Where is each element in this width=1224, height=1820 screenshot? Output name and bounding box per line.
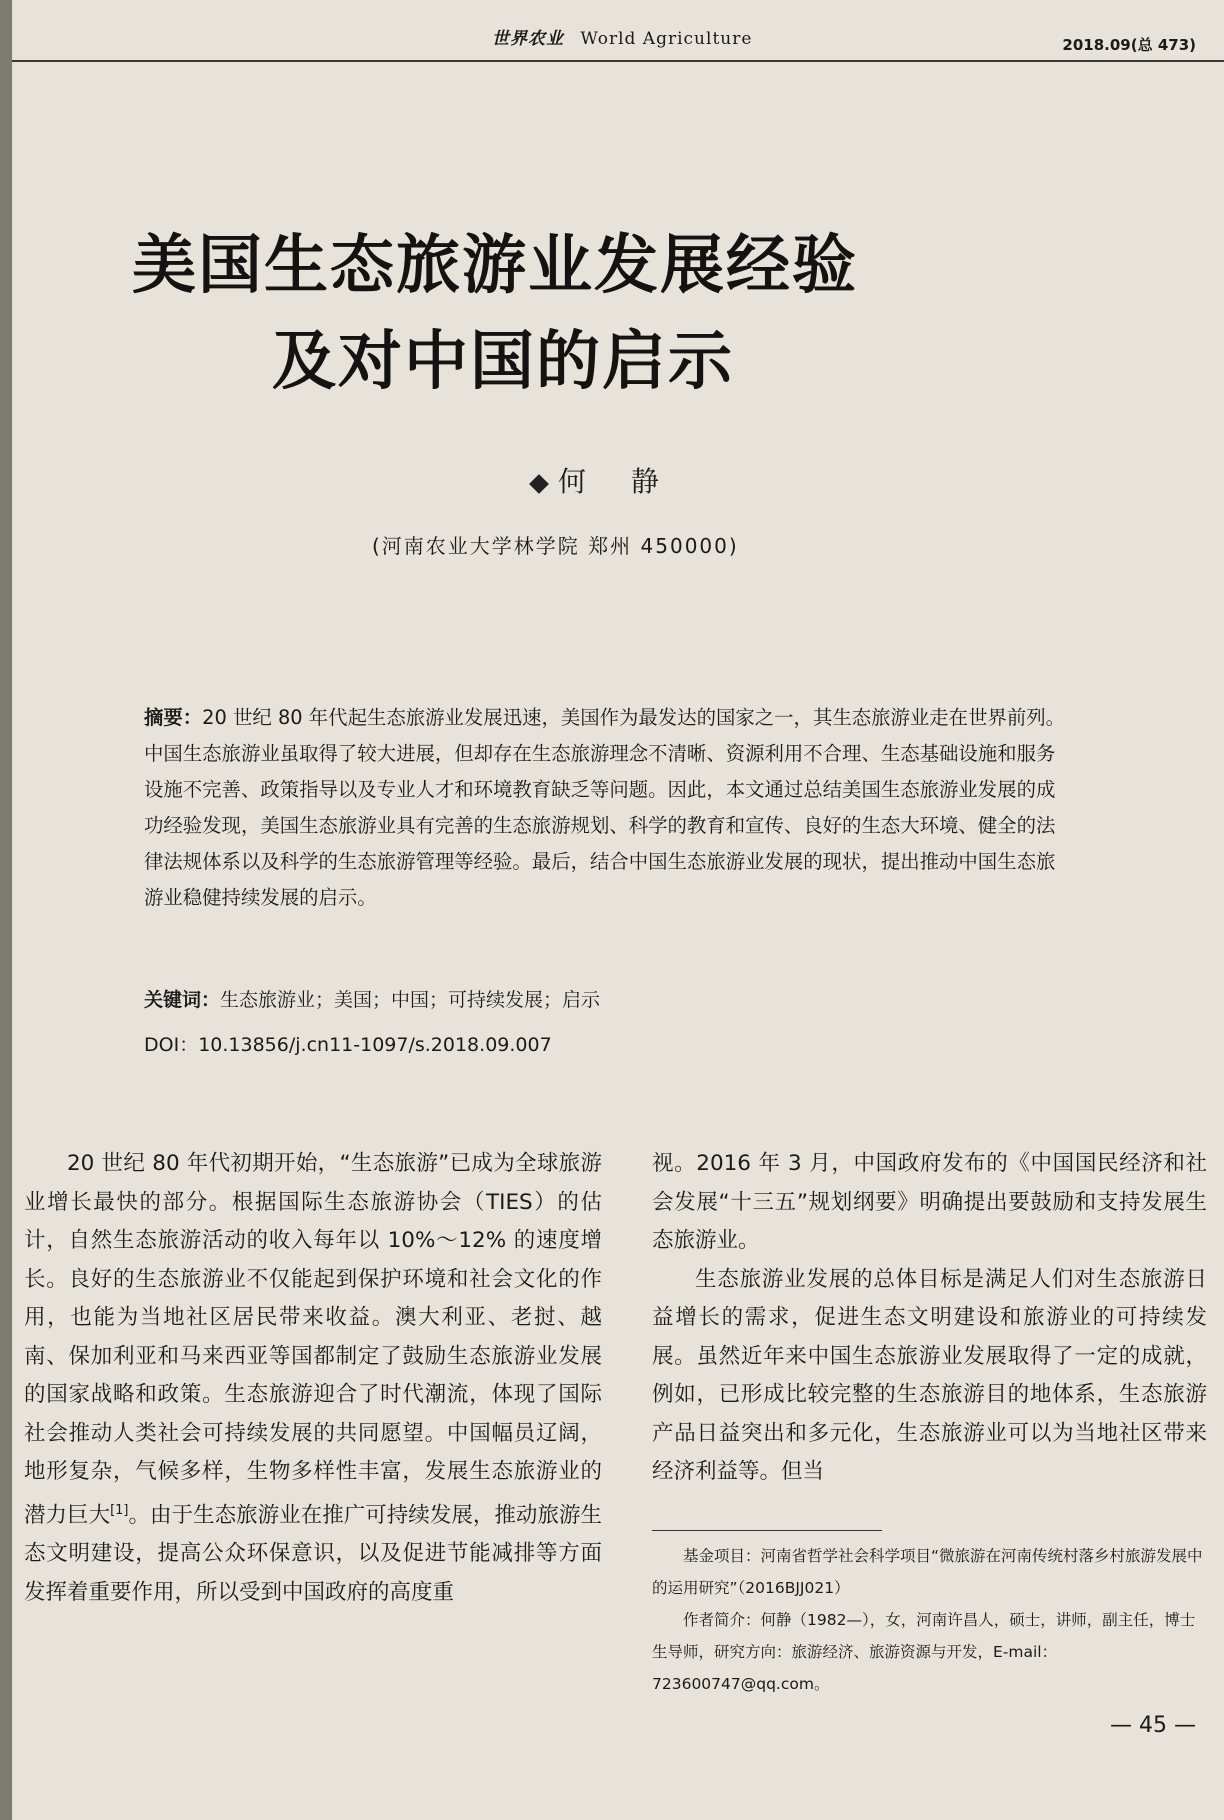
abstract-text: 20 世纪 80 年代起生态旅游业发展迅速，美国作为最发达的国家之一，其生态旅游业走在世界前列。中国生态旅游业虽取得了较大进展，但却存在生态旅游理念不清晰、资源利用不合理、生态基础设施和服务设施不完善、政策指导以及专业人才和环境教育缺乏等问题。因此，本文通过总结美国生态旅游业发展的成功经验发现，美国生态旅游业具有完善的生态旅游规划、科学的教育和宣传、良好的生态大环境、健全的法律法规体系以及科学的生态旅游管理等经验。最后，结合中国生态旅游业发展的现状，提出推动中国生态旅游业稳健持续发展的启示。: [144, 706, 1066, 909]
header-rule: [12, 60, 1224, 62]
abstract: [144, 700, 1074, 916]
body-column-left: [24, 1145, 602, 1612]
footnote-author-bio: 作者简介：何静（1982—），女，河南许昌人，硕士，讲师，副主任，博士生导师，研究方向：旅游经济、旅游资源与开发，E-mail：723600747@qq.com。: [652, 1611, 1196, 1693]
body-column-right: [652, 1145, 1207, 1492]
body-paragraph: [24, 1145, 602, 1612]
footnote-fund: 基金项目：河南省哲学社会科学项目“微旅游在河南传统村落乡村旅游发展中的运用研究”（2016BJJ021）: [652, 1547, 1203, 1597]
journal-page: [12, 0, 1224, 1820]
citation: [1]: [110, 1502, 129, 1518]
author-name: 何 静: [558, 465, 677, 498]
magazine-name-cn: 世界农业: [492, 29, 564, 49]
title-line-2: 及对中国的启示: [272, 325, 734, 399]
body-paragraph: 视。2016 年 3 月，中国政府发布的《中国国民经济和社会发展“十三五”规划纲要》明确提出要鼓励和支持发展生态旅游业。: [652, 1151, 1207, 1253]
keywords-label: 关键词：: [144, 989, 221, 1011]
article-title: [132, 218, 1072, 410]
doi-text: 10.13856/j.cn11-1097/s.2018.09.007: [198, 1034, 552, 1056]
body-text: 20 世纪 80 年代初期开始，“生态旅游”已成为全球旅游业增长最快的部分。根据国际生态旅游协会（TIES）的估计，自然生态旅游活动的收入每年以 10%～12% 的速度增长。良好的生态旅游业不仅能起到保护环境和社会文化的作用，也能为当地社区居民带来收益。澳大利亚、老挝、越南、保加利亚和马来西亚等国都制定了鼓励生态旅游业发展的国家战略和政策。生态旅游迎合了时代潮流，体现了国际社会推动人类社会可持续发展的共同愿望。中国幅员辽阔，地形复杂，气候多样，生物多样性丰富，发展生态旅游业的潜力巨大: [24, 1151, 602, 1528]
issue-number: 2018.09(总 473): [1062, 36, 1196, 54]
footnotes: [652, 1540, 1207, 1700]
magazine-name-en: World Agriculture: [580, 29, 753, 49]
keywords: [144, 985, 1074, 1012]
author: [532, 460, 677, 500]
affiliation: (河南农业大学林学院 郑州 450000): [372, 534, 739, 558]
footnote-rule: [652, 1530, 882, 1531]
body-paragraph: 生态旅游业发展的总体目标是满足人们对生态旅游日益增长的需求，促进生态文明建设和旅游业的可持续发展。虽然近年来中国生态旅游业发展取得了一定的成就，例如，已形成比较完整的生态旅游目的地体系，生态旅游产品日益突出和多元化，生态旅游业可以为当地社区带来经济利益等。但当: [652, 1266, 1207, 1484]
running-head: [492, 24, 752, 49]
page-number: — 45 —: [1110, 1713, 1196, 1738]
body-text: 。由于生态旅游业在推广可持续发展，推动旅游生态文明建设，提高公众环保意识，以及促进节能减排等方面发挥着重要作用，所以受到中国政府的高度重: [24, 1502, 602, 1605]
diamond-bullet-icon: [529, 474, 549, 494]
doi: [144, 1030, 1074, 1057]
title-line-1: 美国生态旅游业发展经验: [132, 229, 858, 303]
doi-label: DOI：: [144, 1034, 199, 1056]
abstract-label: 摘要：: [144, 706, 203, 729]
keywords-text: 生态旅游业；美国；中国；可持续发展；启示: [220, 989, 601, 1011]
